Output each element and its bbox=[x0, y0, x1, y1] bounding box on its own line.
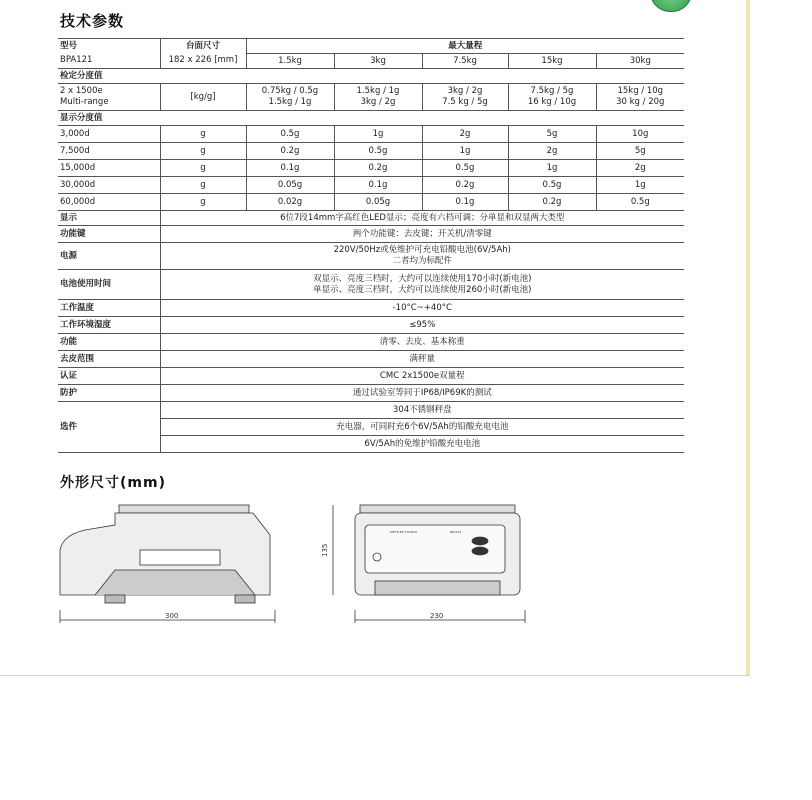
corner-badge-icon bbox=[650, 0, 692, 12]
feature-row-power bbox=[58, 243, 684, 270]
feature-row-functions bbox=[58, 334, 684, 351]
model-label: 型号 bbox=[58, 39, 160, 54]
model-value: BPA121 bbox=[58, 54, 160, 69]
division-value: 0.2g bbox=[508, 194, 596, 211]
division-value: 1g bbox=[596, 177, 684, 194]
verification-value: 1.5kg / 1g bbox=[268, 97, 312, 107]
capacity-2: 3kg bbox=[334, 54, 422, 69]
division-unit: g bbox=[160, 126, 246, 143]
division-value: 5g bbox=[508, 126, 596, 143]
division-row bbox=[58, 194, 684, 211]
front-view-drawing bbox=[333, 505, 525, 623]
feature-value: 6位7段14mm字高红色LED显示；亮度有六档可调；分单显和双显两大类型 bbox=[160, 211, 684, 226]
power-line: 二者均为标配件 bbox=[392, 256, 453, 266]
feature-label: 功能 bbox=[58, 334, 160, 351]
division-row bbox=[58, 126, 684, 143]
feature-label: 工作温度 bbox=[58, 300, 160, 317]
dims-title: 外形尺寸(mm) bbox=[60, 475, 166, 491]
option-item: 充电器，可同时充6个6V/5Ah的铅酸充电电池 bbox=[160, 419, 684, 436]
model-row bbox=[58, 54, 684, 69]
verification-value: 7.5 kg / 5g bbox=[442, 97, 488, 107]
spec-title: 技术参数 bbox=[60, 12, 125, 30]
verification-unit: [kg/g] bbox=[160, 84, 246, 111]
verification-line2: Multi-range bbox=[60, 97, 109, 107]
front-width-label: 230 bbox=[430, 612, 444, 620]
division-value: 1g bbox=[508, 160, 596, 177]
division-value: 0.05g bbox=[334, 194, 422, 211]
dimension-drawings bbox=[55, 495, 695, 635]
verification-cell-1 bbox=[246, 84, 334, 111]
division-row bbox=[58, 143, 684, 160]
feature-row-protection bbox=[58, 385, 684, 402]
spec-table bbox=[58, 38, 684, 453]
division-value: 2g bbox=[596, 160, 684, 177]
division-unit: g bbox=[160, 143, 246, 160]
division-value: 5g bbox=[596, 143, 684, 160]
verification-value: 30 kg / 20g bbox=[616, 97, 665, 107]
battery-line: 双显示、亮度三档时，大约可以连续使用170小时(新电池) bbox=[313, 273, 532, 284]
capacity-label: 最大量程 bbox=[246, 39, 684, 54]
division-value: 2g bbox=[508, 143, 596, 160]
division-value: 0.1g bbox=[334, 177, 422, 194]
verification-row bbox=[58, 84, 684, 111]
division-value: 0.1g bbox=[246, 160, 334, 177]
feature-row-keys bbox=[58, 226, 684, 243]
option-item: 6V/5Ah的免维护铅酸充电电池 bbox=[160, 436, 684, 453]
front-pan bbox=[360, 505, 515, 513]
key-icon bbox=[472, 547, 488, 555]
feature-label: 功能键 bbox=[58, 226, 160, 243]
verification-cell-4 bbox=[508, 84, 596, 111]
feature-value: 通过试验室等同于IP68/IP69K的测试 bbox=[160, 385, 684, 402]
verification-cell-2 bbox=[334, 84, 422, 111]
division-value: 0.5g bbox=[508, 177, 596, 194]
feature-value: 两个功能键：去皮键；开关机/清零键 bbox=[160, 226, 684, 243]
platform-size: 182 x 226 [mm] bbox=[160, 54, 246, 69]
verification-value: 0.75kg / 0.5g bbox=[261, 86, 319, 96]
division-value: 0.02g bbox=[246, 194, 334, 211]
power-line: 220V/50Hz或免维护可充电铅酸电池(6V/5Ah) bbox=[333, 245, 511, 255]
model-badge: BPA121 bbox=[450, 530, 462, 534]
page-edge bbox=[746, 0, 750, 676]
feature-label: 认证 bbox=[58, 368, 160, 385]
division-value: 0.5g bbox=[422, 160, 508, 177]
feature-value: ≤95% bbox=[160, 317, 684, 334]
brand-label: METTLER TOLEDO bbox=[390, 530, 418, 534]
feature-row-display bbox=[58, 211, 684, 226]
feature-row-temperature bbox=[58, 300, 684, 317]
feature-row-certification bbox=[58, 368, 684, 385]
side-view-drawing bbox=[60, 505, 275, 623]
option-item: 304不锈钢秤盘 bbox=[160, 402, 684, 419]
verification-value: 3kg / 2g bbox=[447, 86, 483, 96]
side-pan bbox=[119, 505, 249, 513]
side-width-label: 300 bbox=[165, 612, 179, 620]
verification-value: 7.5kg / 5g bbox=[530, 86, 574, 96]
feature-label: 防护 bbox=[58, 385, 160, 402]
division-value: 0.2g bbox=[334, 160, 422, 177]
division-unit: g bbox=[160, 177, 246, 194]
division-value: 1g bbox=[422, 143, 508, 160]
division-row bbox=[58, 177, 684, 194]
feature-row-humidity bbox=[58, 317, 684, 334]
division-value: 0.1g bbox=[422, 194, 508, 211]
battery-line: 单显示、亮度三档时，大约可以连续使用260小时(新电池) bbox=[313, 284, 532, 295]
verification-value: 16 kg / 10g bbox=[527, 97, 577, 107]
verification-line1: 2 x 1500e bbox=[60, 86, 103, 96]
capacity-5: 30kg bbox=[596, 54, 684, 69]
feature-label: 工作环境湿度 bbox=[58, 317, 160, 334]
division-unit: g bbox=[160, 160, 246, 177]
capacity-4: 15kg bbox=[508, 54, 596, 69]
platform-label: 台面尺寸 bbox=[160, 39, 246, 54]
feature-value: CMC 2x1500e双量程 bbox=[160, 368, 684, 385]
feature-row-tare-range bbox=[58, 351, 684, 368]
division-value: 0.05g bbox=[246, 177, 334, 194]
verification-cell-3 bbox=[422, 84, 508, 111]
division-name: 7,500d bbox=[58, 143, 160, 160]
key-icon bbox=[472, 537, 488, 545]
verification-cell-5 bbox=[596, 84, 684, 111]
feature-value: 满秤量 bbox=[160, 351, 684, 368]
feature-value bbox=[160, 270, 684, 300]
capacity-3: 7.5kg bbox=[422, 54, 508, 69]
height-label: 135 bbox=[321, 543, 329, 557]
side-foot bbox=[235, 595, 255, 603]
division-name: 30,000d bbox=[58, 177, 160, 194]
feature-label: 选件 bbox=[58, 402, 160, 453]
verification-value: 1.5kg / 1g bbox=[356, 86, 400, 96]
division-value: 0.2g bbox=[422, 177, 508, 194]
feature-label: 显示 bbox=[58, 211, 160, 226]
division-value: 0.5g bbox=[246, 126, 334, 143]
division-value: 10g bbox=[596, 126, 684, 143]
division-row bbox=[58, 160, 684, 177]
header-row bbox=[58, 39, 684, 54]
feature-label: 去皮范围 bbox=[58, 351, 160, 368]
division-name: 15,000d bbox=[58, 160, 160, 177]
capacity-1: 1.5kg bbox=[246, 54, 334, 69]
display-division-label: 显示分度值 bbox=[58, 111, 684, 126]
side-base bbox=[95, 570, 255, 595]
division-value: 0.5g bbox=[334, 143, 422, 160]
front-base bbox=[375, 581, 500, 595]
feature-value: 清零、去皮、基本称重 bbox=[160, 334, 684, 351]
verification-value: 3kg / 2g bbox=[360, 97, 396, 107]
feature-label: 电源 bbox=[58, 243, 160, 270]
division-name: 60,000d bbox=[58, 194, 160, 211]
verification-value: 15kg / 10g bbox=[617, 86, 664, 96]
feature-row-options bbox=[58, 402, 684, 419]
division-value: 1g bbox=[334, 126, 422, 143]
verification-range bbox=[58, 84, 160, 111]
feature-row-battery bbox=[58, 270, 684, 300]
division-value: 2g bbox=[422, 126, 508, 143]
division-value: 0.5g bbox=[596, 194, 684, 211]
display-division-heading-row bbox=[58, 111, 684, 126]
verification-heading-row bbox=[58, 69, 684, 84]
division-name: 3,000d bbox=[58, 126, 160, 143]
division-value: 0.2g bbox=[246, 143, 334, 160]
feature-value bbox=[160, 243, 684, 270]
verification-label: 检定分度值 bbox=[58, 69, 684, 84]
page-edge bbox=[0, 675, 750, 676]
division-unit: g bbox=[160, 194, 246, 211]
side-foot bbox=[105, 595, 125, 603]
side-display-window bbox=[140, 550, 220, 565]
feature-value: -10°C~+40°C bbox=[160, 300, 684, 317]
feature-label: 电池使用时间 bbox=[58, 270, 160, 300]
power-button-icon bbox=[373, 553, 381, 561]
